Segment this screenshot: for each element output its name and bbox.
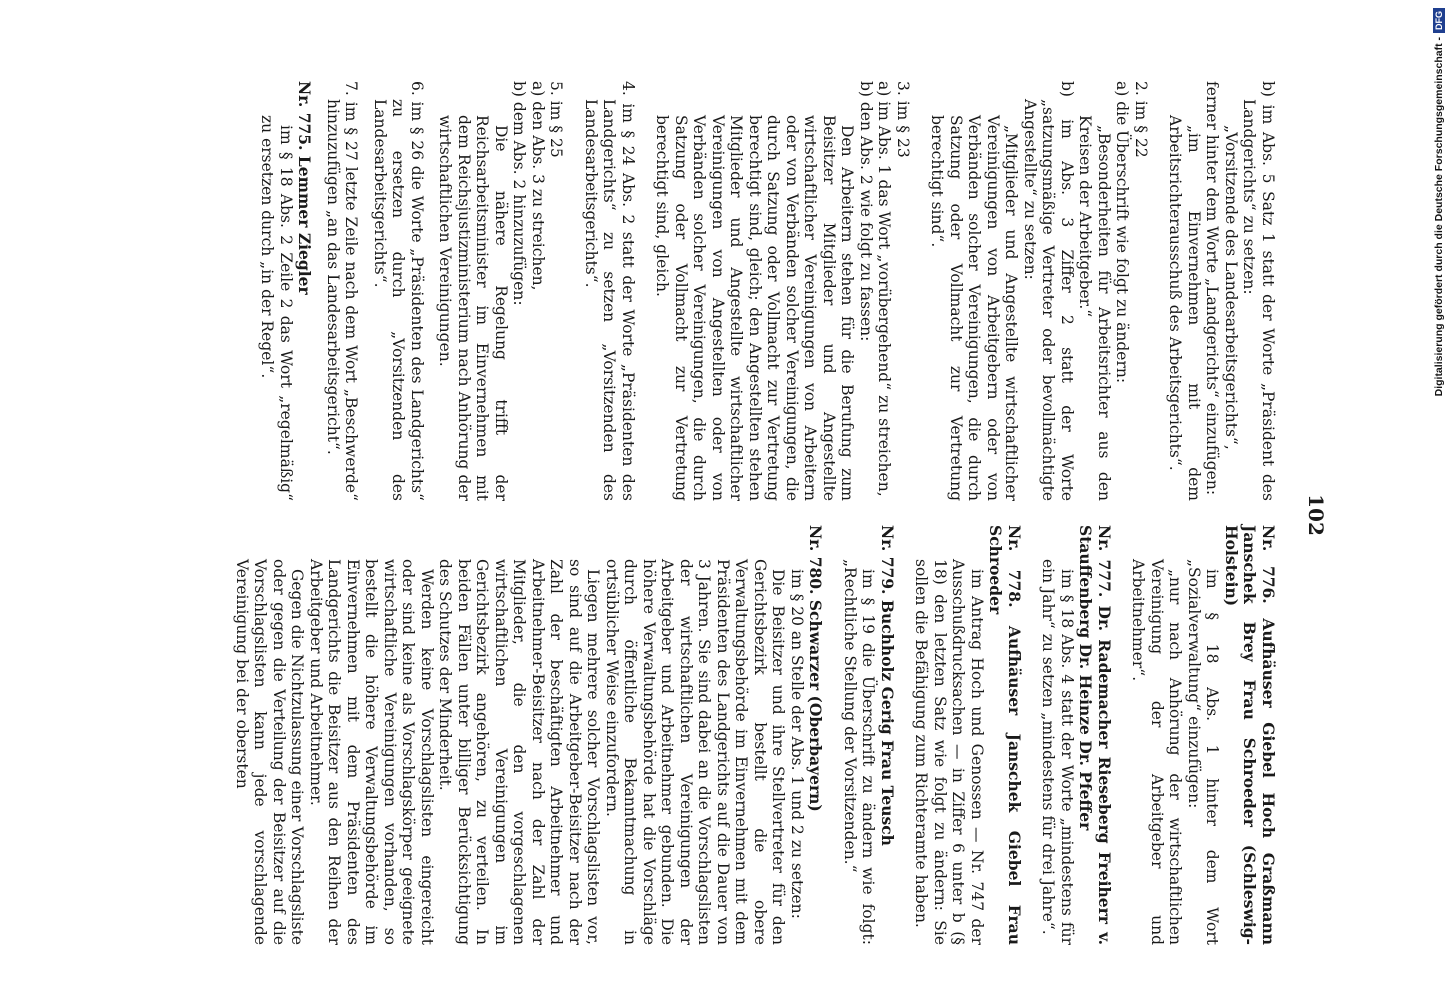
spacer (896, 525, 912, 945)
funding-note (1418, 8, 1445, 993)
paragraph: a) im Abs. 1 das Wort „vorübergehend“ zu streichen, (875, 81, 894, 497)
entry-heading: Nr. 779. Buchholz Gerig Frau Teusch (878, 525, 897, 846)
left-column (258, 81, 1277, 501)
spacer (1113, 525, 1129, 945)
spacer (825, 525, 841, 945)
paragraph: im Antrag Hoch und Genossen — Nr. 747 der Ausschußdrucksachen — in Ziffer 6 unter b (§ 18) den letzten Satz wie folgt zu ändern: Sie sollen die Befähigung zum Richteramte haben. (912, 559, 986, 945)
paragraph: „nur nach Anhörung der wirtschaftlichen Vereinigung der Arbeitgeber und Arbeitnehmer“. (1129, 559, 1185, 945)
spacer (426, 81, 436, 501)
paragraph: 7. im § 27 letzte Zeile nach dem Wort „Beschwerde“ hinzuzufügen „an das Landesarbeitsgericht“. (324, 81, 361, 501)
paragraph: a) die Überschrift wie folgt zu ändern: (1113, 81, 1132, 384)
entry-heading: Nr. 775. Lemmer Ziegler (295, 81, 315, 295)
paragraph: „im Einvernehmen mit dem Arbeitsrichterausschuß des Arbeitsgerichts“. (1166, 115, 1203, 501)
funding-note-text (1431, 8, 1447, 993)
paragraph: 5. im § 25 (547, 81, 566, 158)
paragraph: 3. im § 23 (894, 81, 912, 158)
paragraph: b) den Abs. 2 wie folgt zu fassen: (857, 81, 875, 342)
paragraph: Den Arbeitern stehen für die Berufung zum Beisitzer Mitglieder und Angestellte wirtschaftlicher Vereinigungen von Arbeitern oder von Verbänden solcher Vereinigungen, die durch Satzung oder Vollmacht zur Vertretung berechtigt sind, gleich; den Angestellten stehen Mitglieder und Angestellte wirtschaftlicher Vereinigungen von Angestellten oder von Verbänden solcher Vereinigungen, die durch Satzung oder Vollmacht zur Vertretung berechtigt sind, gleich. (653, 115, 857, 501)
paragraph: im § 19 die Überschrift zu ändern wie folgt: „Rechtliche Stellung der Vorsitzenden.“ (841, 559, 878, 945)
spacer (314, 81, 324, 501)
paragraph: im § 18 Abs. 4 statt der Worte „mindestens für ein Jahr“ zu setzen „mindestens für drei Jahre“. (1039, 559, 1076, 945)
entry-heading: Nr. 777. Dr. Rademacher Rieseberg Freiherr v. Stauffenberg Dr. Heinze Dr. Pfeffer (1076, 525, 1114, 945)
page-number: 102 (1304, 494, 1328, 536)
paragraph: 6. im § 26 die Worte „Präsidenten des Landgerichts“ zu ersetzen durch „Vorsitzenden des Landesarbeitsgerichts“. (371, 81, 426, 501)
paragraph: 4. im § 24 Abs. 2 statt der Worte „Präsidenten des Landgerichts“ zu setzen „Vorsitzenden des Landesarbeitsgerichts“. (582, 81, 637, 501)
paragraph: Gegen die Nichtzulassung einer Vorschlagsliste oder gegen die Verteilung der Beisitzer auf die Vorschlagslisten kann jede vorschlagende Vereinigung bei der obersten (233, 559, 307, 945)
paragraph: im § 20 an Stelle der Abs. 1 und 2 zu setzen: (788, 569, 806, 919)
paragraph: 2. im § 22 (1132, 81, 1150, 158)
right-column (233, 525, 1278, 945)
spacer (361, 81, 371, 501)
funding-note-label: Digitalisierung gefördert durch die Deutsche Forschungsgemeinschaft - (1433, 37, 1445, 397)
paragraph: b) im Abs. 3 Ziffer 2 statt der Worte „satzungsmäßige Vertreter oder bevollmächtigte Angestellte“ zu setzen: (1021, 81, 1076, 501)
paragraph: „Besonderheiten für Arbeitsrichter aus den Kreisen der Arbeitgeber.“ (1076, 115, 1113, 501)
paragraph: Die nähere Regelung trifft der Reichsarbeitsminister im Einvernehmen mit dem Reichsjustizministerium nach Anhörung der wirtschaftlichen Vereinigungen. (436, 115, 510, 501)
entry-heading: Nr. 776. Aufhäuser Giebel Hoch Graßmann Janschek Brey Frau Schroeder (Schleswig-Holstein) (1222, 525, 1278, 945)
spacer (637, 81, 653, 501)
paragraph: a) den Abs. 3 zu streichen, (529, 81, 547, 291)
spacer (566, 81, 582, 501)
paragraph: Die Beisitzer und ihre Stellvertreter für den Gerichtsbezirk bestellt die obere Verwaltungsbehörde im Einvernehmen mit dem Präsidenten des Landgerichts auf die Dauer von 3 Jahren. Sie sind dabei an die Vorschlagslisten der wirtschaftlichen Vereinigungen der Arbeitgeber und Arbeitnehmer gebunden. Die höhere Verwaltungsbehörde hat die Vorschläge durch öffentliche Bekanntmachung in ortsüblicher Weise einzufordern. (603, 559, 788, 945)
paragraph: im § 18 Abs. 2 Zeile 2 das Wort „regelmäßig“ zu ersetzen durch „in der Regel“. (258, 115, 295, 501)
dfg-logo: DFG (1433, 8, 1445, 33)
paragraph: b) dem Abs. 2 hinzuzufügen: (510, 81, 529, 306)
paragraph: Werden keine Vorschlagslisten eingereicht oder sind keine als Vorschlagskörper geeignete wirtschaftliche Vereinigungen vorhanden, so bestellt die höhere Verwaltungsbehörde im Einvernehmen mit dem Präsidenten des Landgerichts die Beisitzer aus den Reihen der Arbeitgeber und Arbeitnehmer. (307, 559, 436, 945)
paragraph: b) im Abs. 5 Satz 1 statt der Worte „Präsident des Landgerichts“ zu setzen: (1240, 81, 1277, 501)
paragraph: „Mitglieder und Angestellte wirtschaftlicher Vereinigungen von Arbeitgebern oder von Verbänden solcher Vereinigungen, die durch Satzung oder Vollmacht zur Vertretung berechtigt sind“. (928, 115, 1021, 501)
entry-heading: Nr. 778. Aufhäuser Janschek Giebel Frau Schroeder (986, 525, 1024, 945)
paragraph: „Vorsitzende des Landesarbeitsgerichts“, (1222, 125, 1240, 450)
paragraph: Liegen mehrere solcher Vorschlagslisten vor, so sind auf die Arbeitgeber-Beisitzer nach der Zahl der beschäftigten Arbeitnehmer und Arbeitnehmer-Beisitzer nach der Zahl der Mitglieder, die den vorgeschlagenen wirtschaftlichen Vereinigungen im Gerichtsbezirk angehören, zu verteilen. In beiden Fällen unter billiger Berücksichtigung des Schutzes der Minderheit. (436, 559, 603, 945)
spacer (1023, 525, 1039, 945)
paragraph: ferner hinter dem Worte „Landgerichts“ einzufügen: (1203, 81, 1222, 496)
spacer (1150, 81, 1166, 501)
paragraph: im § 18 Abs. 1 hinter dem Wort „Sozialverwaltung“ einzufügen: (1185, 559, 1222, 945)
spacer (912, 81, 928, 501)
entry-heading: Nr. 780. Schwarzer (Oberbayern) (806, 525, 826, 812)
rotated-sheet (125, 75, 1328, 955)
